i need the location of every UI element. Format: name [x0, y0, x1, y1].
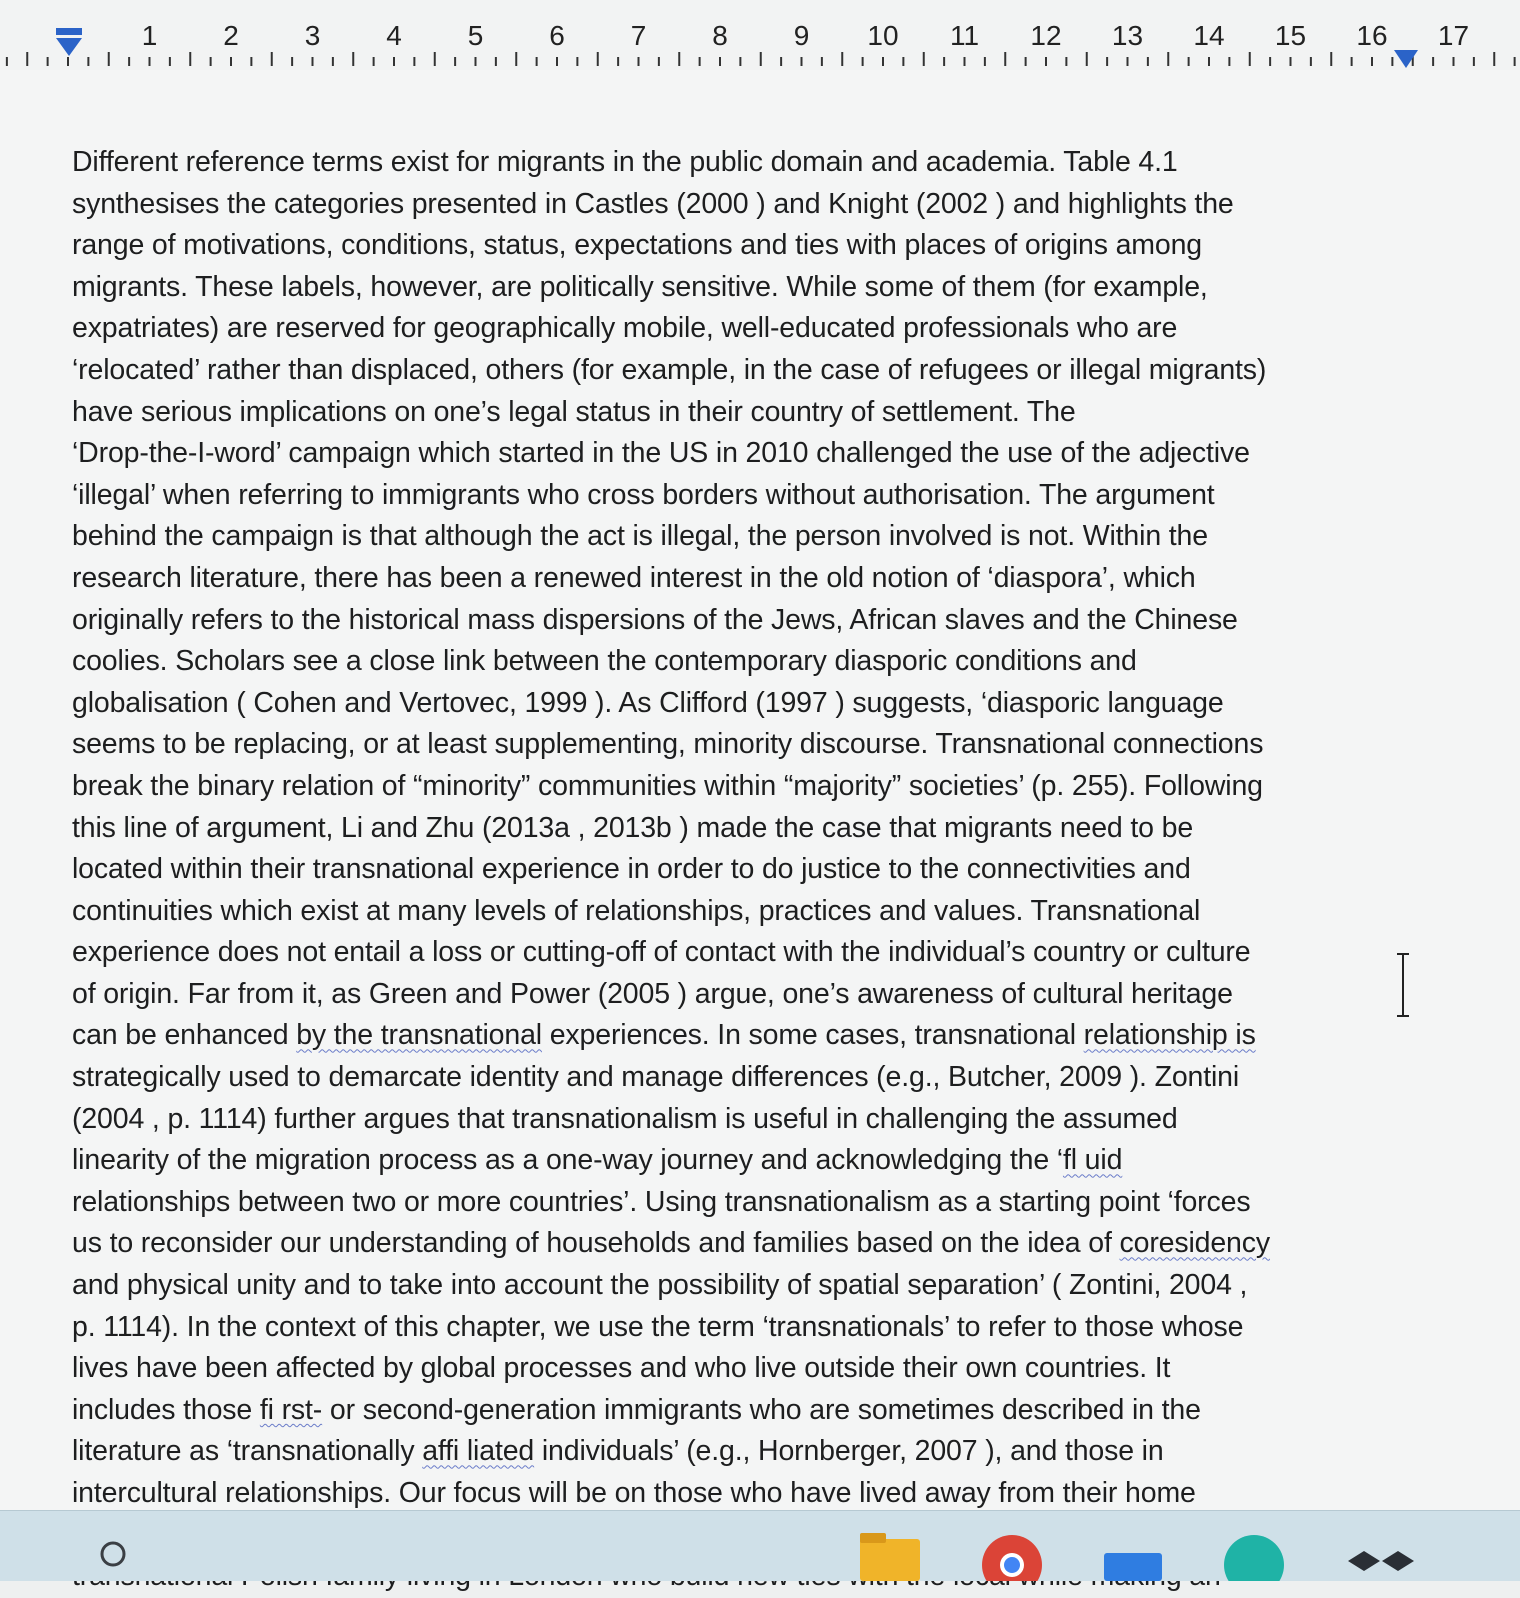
- right-indent-marker-icon[interactable]: [1392, 48, 1420, 70]
- document-line: experience does not entail a loss or cutting-off of contact with the individual’s country or culture: [72, 936, 1251, 969]
- spelling-underline[interactable]: fi rst-: [259, 1393, 323, 1426]
- document-line: range of motivations, conditions, status, expectations and ties with places of origins among: [72, 229, 1202, 262]
- ruler-number: 12: [1030, 20, 1062, 51]
- ruler-number: 2: [223, 20, 239, 51]
- ruler-number: 7: [630, 20, 647, 51]
- ruler-number: 10: [867, 20, 899, 51]
- ruler-number: 1: [141, 20, 158, 51]
- document-line: literature as ‘transnationally affi liated individuals’ (e.g., Hornberger, 2007 ), and those in: [72, 1435, 1164, 1468]
- document-line: ‘illegal’ when referring to immigrants who cross borders without authorisation. The argument: [72, 478, 1215, 511]
- ruler-number: 9: [793, 20, 810, 51]
- ruler-number: 6: [549, 20, 565, 51]
- spelling-underline[interactable]: relationship is: [1083, 1019, 1256, 1052]
- ruler-number: 11: [949, 20, 980, 51]
- document-line: continuities which exist at many levels of relationships, practices and values. Transnational: [72, 894, 1201, 927]
- document-line: can be enhanced by the transnational experiences. In some cases, transnational relationship is: [72, 1019, 1256, 1052]
- document-line: (2004 , p. 1114) further argues that transnationalism is useful in challenging the assumed: [72, 1102, 1178, 1135]
- document-line: Different reference terms exist for migrants in the public domain and academia. Table 4.1: [72, 146, 1178, 178]
- dropbox-icon[interactable]: [1346, 1547, 1416, 1577]
- taskbar: [0, 1510, 1520, 1581]
- ruler-number: 13: [1111, 20, 1144, 51]
- search-icon[interactable]: [96, 1537, 136, 1577]
- document-line: migrants. These labels, however, are politically sensitive. While some of them (for example,: [72, 270, 1208, 303]
- ruler-number: 16: [1356, 20, 1388, 51]
- document-body[interactable]: [72, 142, 1422, 1598]
- indent-marker-icon[interactable]: [52, 26, 86, 60]
- document-line: us to reconsider our understanding of households and families based on the idea of coresidency: [72, 1227, 1270, 1260]
- ruler-number: 3: [304, 20, 321, 51]
- document-line: ‘Drop-the-I-word’ campaign which started in the US in 2010 challenged the use of the adjective: [72, 437, 1250, 470]
- document-line: research literature, there has been a renewed interest in the old notion of ‘diaspora’, which: [72, 561, 1196, 594]
- store-icon[interactable]: [1102, 1547, 1164, 1581]
- document-line: ‘relocated’ rather than displaced, others (for example, in the case of refugees or illegal migrants): [72, 353, 1267, 386]
- document-line: globalisation ( Cohen and Vertovec, 1999 ). As Clifford (1997 ) suggests, ‘diasporic language: [72, 686, 1224, 719]
- document-line: expatriates) are reserved for geographically mobile, well-educated professionals who are: [72, 312, 1178, 345]
- spelling-underline[interactable]: fl uid: [1062, 1144, 1123, 1177]
- document-line: located within their transnational experience in order to do justice to the connectivities and: [72, 853, 1191, 886]
- ruler-number: 17: [1437, 20, 1470, 51]
- ruler[interactable]: [0, 0, 1520, 71]
- document-line: lives have been affected by global processes and who live outside their own countries. It: [72, 1352, 1171, 1385]
- document-line: linearity of the migration process as a one-way journey and acknowledging the ‘fl uid: [72, 1144, 1123, 1177]
- document-page[interactable]: [0, 70, 1520, 1510]
- document-line: synthesises the categories presented in Castles (2000 ) and Knight (2002 ) and highlights the: [72, 187, 1234, 220]
- document-line: relationships between two or more countries’. Using transnationalism as a starting point ‘forces: [72, 1185, 1251, 1218]
- spelling-underline[interactable]: by the transnational: [296, 1019, 542, 1052]
- document-line: strategically used to demarcate identity and manage differences (e.g., Butcher, 2009 ). Zontini: [72, 1061, 1240, 1094]
- text-cursor-icon: [1396, 952, 1410, 1018]
- document-line: p. 1114). In the context of this chapter, we use the term ‘transnationals’ to refer to those whose: [72, 1310, 1244, 1343]
- spelling-underline[interactable]: coresidency: [1119, 1227, 1270, 1260]
- edge-icon[interactable]: [1222, 1533, 1286, 1581]
- document-line: have serious implications on one’s legal status in their country of settlement. The: [72, 395, 1076, 428]
- document-line: intercultural relationships. Our focus will be on those who have lived away from their home: [72, 1477, 1196, 1509]
- file-explorer-icon[interactable]: [858, 1529, 922, 1581]
- spelling-underline[interactable]: affi liated: [422, 1435, 535, 1468]
- document-line: coolies. Scholars see a close link between the contemporary diasporic conditions and: [72, 645, 1137, 678]
- document-line: break the binary relation of “minority” communities within “majority” societies’ (p. 255). Following: [72, 769, 1263, 802]
- document-line: of origin. Far from it, as Green and Power (2005 ) argue, one’s awareness of cultural heritage: [72, 977, 1233, 1010]
- document-line: behind the campaign is that although the act is illegal, the person involved is not. Within the: [72, 520, 1208, 553]
- document-line: and physical unity and to take into account the possibility of spatial separation’ ( Zontini, 2004 ,: [72, 1269, 1248, 1302]
- document-line: includes those fi rst- or second-generation immigrants who are sometimes described in the: [72, 1393, 1201, 1426]
- ruler-number: 5: [467, 20, 484, 51]
- document-line: this line of argument, Li and Zhu (2013a , 2013b ) made the case that migrants need to be: [72, 811, 1194, 844]
- document-line: originally refers to the historical mass dispersions of the Jews, African slaves and the Chinese: [72, 603, 1238, 636]
- document-line: seems to be replacing, or at least supplementing, minority discourse. Transnational connections: [72, 728, 1264, 761]
- ruler-number: 4: [386, 20, 402, 51]
- ruler-number: 15: [1274, 20, 1307, 51]
- chrome-icon[interactable]: [980, 1533, 1044, 1581]
- ruler-number: 14: [1193, 20, 1225, 51]
- ruler-number: 8: [712, 20, 728, 51]
